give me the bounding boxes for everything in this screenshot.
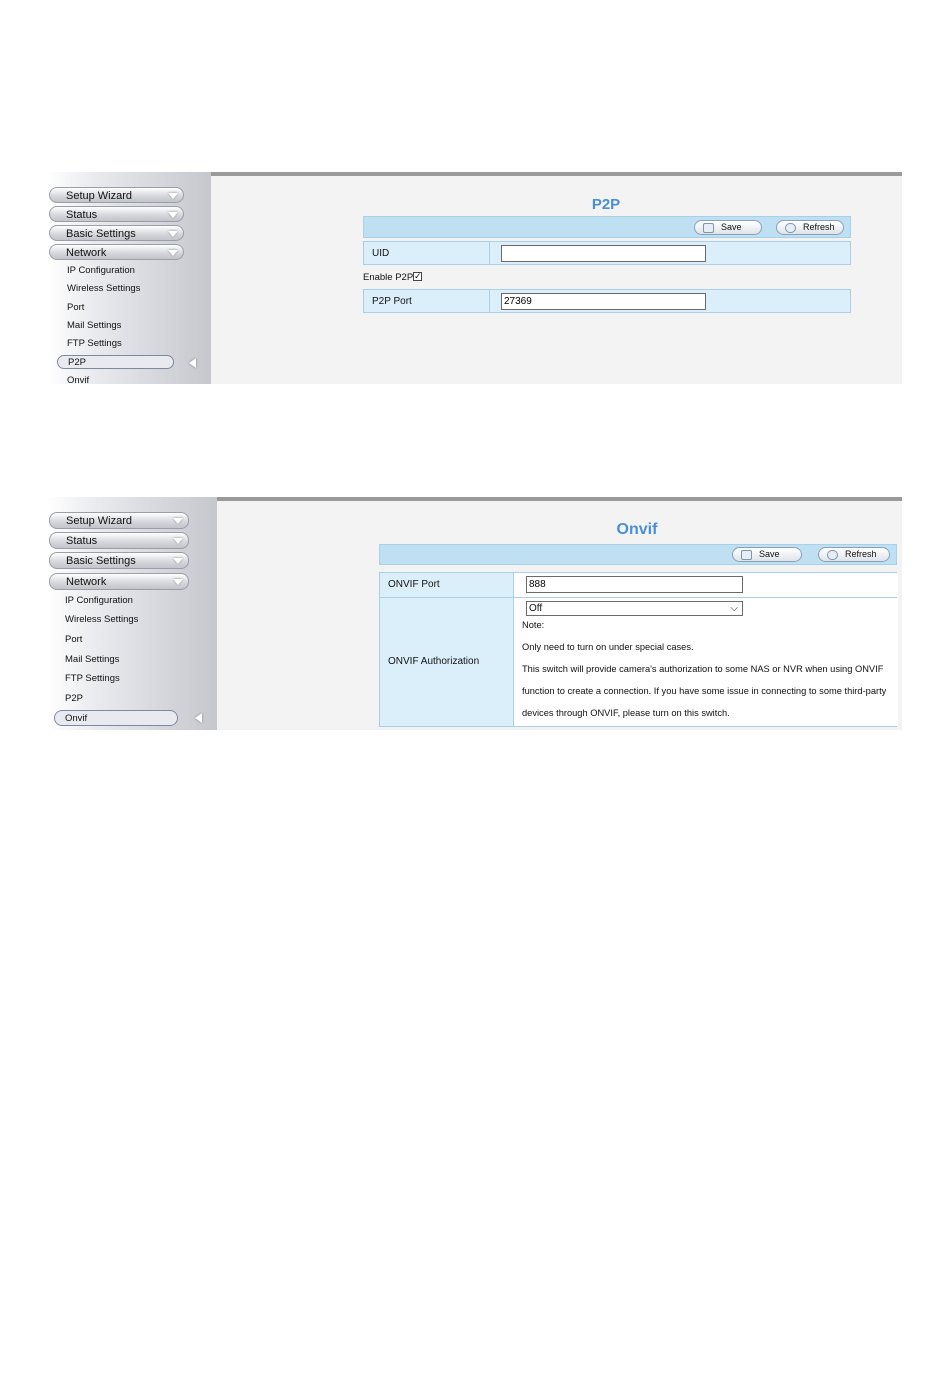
menu-network[interactable] <box>49 244 184 260</box>
main-panel <box>211 172 902 384</box>
sidebar-item-mail-settings[interactable]: Mail Settings <box>67 320 122 331</box>
onvif-screenshot <box>47 497 902 730</box>
sidebar <box>47 497 217 730</box>
chevron-down-icon <box>173 518 183 524</box>
chevron-down-icon <box>168 212 178 218</box>
onvif-auth-cell <box>513 598 898 726</box>
menu-status[interactable] <box>49 532 189 549</box>
sidebar-item-ftp-settings[interactable]: FTP Settings <box>65 673 120 684</box>
onvif-auth-label: ONVIF Authorization <box>388 656 480 667</box>
onvif-port-input[interactable] <box>526 576 743 593</box>
uid-input[interactable] <box>501 245 706 262</box>
uid-label-divider <box>489 242 490 264</box>
onvif-port-row <box>379 572 897 598</box>
refresh-icon <box>827 550 838 560</box>
enable-p2p-label: Enable P2P <box>363 272 414 283</box>
note-line: Only need to turn on under special cases. <box>522 642 694 652</box>
menu-setup-wizard[interactable] <box>49 512 189 529</box>
onvif-port-label: ONVIF Port <box>388 579 440 590</box>
refresh-button[interactable] <box>818 547 890 562</box>
menu-basic-settings[interactable] <box>49 225 184 241</box>
menu-label: Status <box>66 209 98 221</box>
refresh-icon <box>785 223 796 233</box>
sidebar-item-onvif-active[interactable]: Onvif <box>54 710 178 726</box>
chevron-down-icon <box>173 538 183 544</box>
chevron-down-icon <box>173 579 183 585</box>
p2p-screenshot <box>47 172 902 384</box>
chevron-down-icon: ⌵ <box>730 603 738 614</box>
sidebar-item-onvif[interactable]: Onvif <box>67 375 90 384</box>
onvif-auth-selected: Off <box>529 603 543 614</box>
save-icon <box>741 550 752 560</box>
p2p-port-input[interactable] <box>501 293 706 310</box>
menu-network[interactable] <box>49 573 189 590</box>
chevron-down-icon <box>168 231 178 237</box>
active-pointer-icon <box>195 713 202 723</box>
onvif-auth-row <box>379 597 897 727</box>
note-line: devices through ONVIF, please turn on this switch. <box>522 708 730 718</box>
enable-p2p-checkbox[interactable]: ✓ <box>414 271 422 281</box>
save-label: Save <box>759 549 780 559</box>
sidebar-item-wireless-settings[interactable]: Wireless Settings <box>65 614 139 625</box>
note-line: This switch will provide camera's authorization to some NAS or NVR when using ONVIF <box>522 664 884 674</box>
menu-basic-settings[interactable] <box>49 552 189 569</box>
refresh-label: Refresh <box>803 222 835 232</box>
menu-label: Basic Settings <box>66 228 136 240</box>
sidebar-item-port[interactable]: Port <box>67 302 85 313</box>
main-panel <box>217 497 902 730</box>
menu-label: Network <box>66 576 107 588</box>
note-line: function to create a connection. If you have some issue in connecting to some third-party <box>522 686 887 696</box>
page-title: P2P <box>591 196 621 213</box>
page-title: Onvif <box>616 521 658 538</box>
sidebar-item-port[interactable]: Port <box>65 634 83 645</box>
sidebar-item-ftp-settings[interactable]: FTP Settings <box>67 338 122 349</box>
chevron-down-icon <box>173 558 183 564</box>
menu-label: Basic Settings <box>66 555 136 567</box>
active-pointer-icon <box>189 358 196 368</box>
refresh-button[interactable] <box>776 220 844 235</box>
port-label-divider <box>489 290 490 312</box>
sidebar-item-ip-configuration[interactable]: IP Configuration <box>65 595 133 606</box>
note-title: Note: <box>522 620 545 630</box>
save-label: Save <box>721 222 742 232</box>
menu-label: Setup Wizard <box>66 515 133 527</box>
sidebar-item-mail-settings[interactable]: Mail Settings <box>65 654 120 665</box>
refresh-label: Refresh <box>845 549 877 559</box>
onvif-auth-select[interactable] <box>526 601 743 616</box>
uid-label: UID <box>372 248 390 259</box>
sidebar-item-ip-configuration[interactable]: IP Configuration <box>67 265 135 276</box>
p2p-port-row <box>363 289 851 313</box>
menu-label: Status <box>66 535 98 547</box>
sidebar-item-p2p[interactable]: P2P <box>65 693 83 704</box>
save-button[interactable] <box>732 547 802 562</box>
sidebar-item-wireless-settings[interactable]: Wireless Settings <box>67 283 141 294</box>
sidebar-item-p2p-active[interactable]: P2P <box>57 355 174 369</box>
menu-label: Network <box>66 247 107 259</box>
chevron-down-icon <box>168 193 178 199</box>
menu-label: Setup Wizard <box>66 190 133 202</box>
toolbar <box>379 544 897 565</box>
sidebar <box>47 172 211 384</box>
uid-row <box>363 241 851 265</box>
save-icon <box>703 223 714 233</box>
toolbar <box>363 216 851 238</box>
menu-setup-wizard[interactable] <box>49 187 184 203</box>
menu-status[interactable] <box>49 206 184 222</box>
onvif-port-cell <box>513 573 898 597</box>
chevron-down-icon <box>168 250 178 256</box>
save-button[interactable] <box>694 220 762 235</box>
p2p-port-label: P2P Port <box>372 296 412 307</box>
